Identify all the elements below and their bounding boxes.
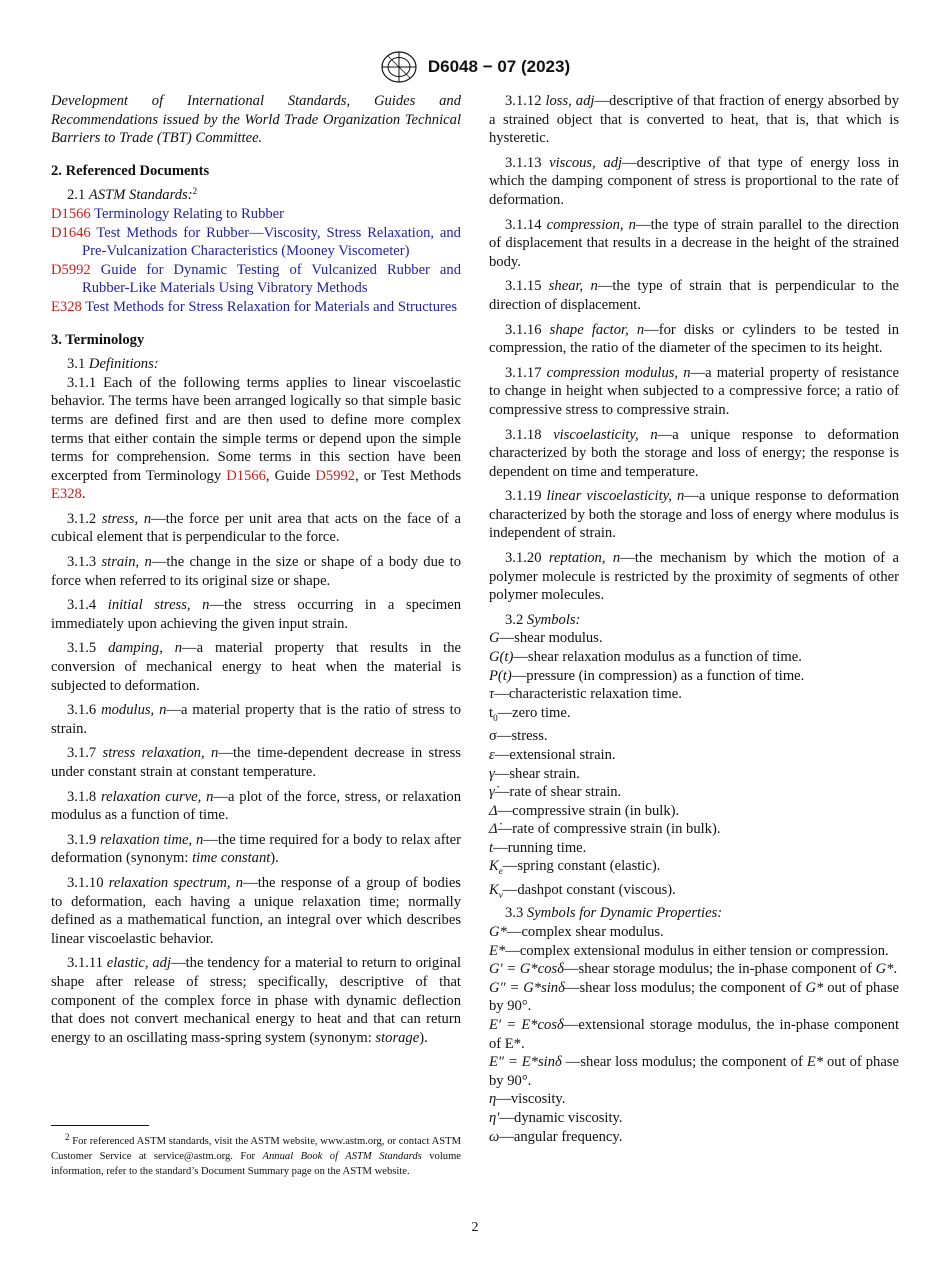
- symbol-item: Δ̇—rate of compressive strain (in bulk).: [489, 821, 721, 838]
- definition-3-1-1: 3.1.1 Each of the following terms applies to linear viscoelastic behavior. The terms have been arranged logically so that simple basic terms are defined first and are then used to define more complex terms that either contain the simple terms or depend upon the simple terms for comprehension. Some terms in this section have been excerpted from Terminology D1566, Guide D5992, or Test Methods E328.: [51, 374, 461, 503]
- document-designation: D6048 − 07 (2023): [427, 57, 571, 76]
- section-3-2: 3.2 Symbols:: [505, 611, 581, 628]
- symbol-item: G—shear modulus.: [489, 630, 603, 647]
- symbol-item: γ̇—rate of shear strain.: [489, 784, 622, 801]
- definition-item: 3.1.13 viscous, adj—descriptive of that type of energy loss in which the damping component of stress is proportional to the rate of deformation.: [489, 154, 899, 208]
- definition-item: 3.1.16 shape factor, n—for disks or cylinders to be tested in compression, the ratio of the diameter of the specimen to its height.: [489, 321, 899, 357]
- dynamic-symbols-list: [489, 923, 899, 1146]
- symbol-item: G′ = G*cosδ—shear storage modulus; the in-phase component of G*.: [489, 961, 898, 978]
- intro-paragraph: Development of International Standards, Guides and Recommendations issued by the World Trade Organization Technical Barriers to Trade (TBT) Committee.: [51, 93, 461, 147]
- reference-code-link[interactable]: E328: [51, 298, 82, 315]
- d5992-link[interactable]: D5992: [315, 467, 356, 484]
- definition-item: 3.1.5 damping, n—a material property that results in the conversion of mechanical energy to heat when the material is subjected to deformation.: [51, 640, 462, 694]
- reference-list: [51, 205, 461, 317]
- reference-item: [51, 224, 461, 261]
- astm-logo-icon: [380, 50, 418, 84]
- symbol-item: ε—extensional strain.: [489, 746, 616, 763]
- reference-item: [51, 205, 461, 224]
- left-column: [51, 92, 461, 1053]
- symbol-item: $t_0—zero$ time.: [489, 704, 571, 723]
- section-2-1: 2.1 ASTM Standards:$^2$: [67, 186, 198, 204]
- definition-item: 3.1.18 viscoelasticity, n—a unique response to deformation characterized by both the storage and loss of energy; the response is dependent on time and temperature.: [489, 426, 899, 480]
- definition-3-1-10: 3.1.10 relaxation spectrum, n—the response of a group of bodies to deformation, each having a unique relaxation time; normally defined as a mathematical function, an integral over which describes linear viscoelastic behavior.: [51, 874, 461, 947]
- symbol-item: γ—shear strain.: [489, 765, 580, 782]
- definition-item: 3.1.15 shear, n—the type of strain that is perpendicular to the direction of displacement.: [489, 278, 900, 313]
- definition-item: 3.1.7 stress relaxation, n—the time-dependent decrease in stress under constant strain at constant temperature.: [51, 745, 461, 780]
- symbol-item: $K_v—dashpot$ constant (viscous).: [489, 881, 676, 900]
- symbol-item: ω—angular frequency.: [489, 1128, 623, 1145]
- section-3-1: 3.1 Definitions:: [67, 356, 159, 373]
- footnote-divider: [51, 1125, 149, 1126]
- symbol-item: τ—characteristic relaxation time.: [489, 686, 682, 703]
- page-number: 2: [471, 1220, 479, 1235]
- section-2-heading: 2. Referenced Documents: [51, 162, 210, 179]
- section-3-3: 3.3 Symbols for Dynamic Properties:: [505, 905, 723, 922]
- footnote: $^2$ For referenced ASTM standards, visit the ASTM website, www.astm.org, or contact ASTM Customer Service at service@astm.org. For Annual Book of ASTM Standards volume information, refer to the standard’s Document Summary page on the ASTM website.: [51, 1132, 462, 1177]
- reference-title-link[interactable]: Guide for Dynamic Testing of Vulcanized Rubber and Rubber-Like Materials Using Vibratory Methods: [82, 261, 461, 297]
- symbol-item: G*—complex shear modulus.: [489, 924, 664, 941]
- reference-code-link[interactable]: D1566: [51, 205, 91, 222]
- reference-title-link[interactable]: Test Methods for Rubber—Viscosity, Stress Relaxation, and Pre-Vulcanization Characteristics (Mooney Viscometer): [82, 224, 461, 260]
- reference-code-link[interactable]: D5992: [51, 261, 91, 278]
- page-header: [0, 50, 950, 84]
- definition-item: 3.1.3 strain, n—the change in the size or shape of a body due to force when referred to its original size or shape.: [51, 554, 461, 589]
- symbol-item: E″ = E*sinδ —shear loss modulus; the component of E* out of phase by 90°.: [489, 1054, 899, 1089]
- definition-item: 3.1.19 linear viscoelasticity, n—a unique response to deformation characterized by both the storage and loss of energy where modulus is independent of strain.: [489, 488, 899, 542]
- definition-item: 3.1.4 initial stress, n—the stress occurring in a specimen immediately upon achieving the given input strain.: [51, 597, 461, 632]
- d1566-link[interactable]: D1566: [226, 467, 266, 484]
- reference-title-link[interactable]: Test Methods for Stress Relaxation for Materials and Structures: [85, 298, 458, 315]
- symbol-item: Δ—compressive strain (in bulk).: [489, 802, 680, 819]
- definition-item: 3.1.20 reptation, n—the mechanism by which the motion of a polymer molecule is restricted by the proximity of segments of other polymer molecules.: [489, 550, 900, 604]
- e328-link[interactable]: E328: [51, 486, 82, 503]
- reference-title-link[interactable]: Terminology Relating to Rubber: [94, 205, 285, 222]
- symbol-item: σ—stress.: [489, 728, 548, 745]
- symbol-item: E*—complex extensional modulus in either tension or compression.: [489, 942, 889, 959]
- symbol-item: $K_e—spring$ constant (elastic).: [489, 858, 661, 877]
- symbol-item: G(t)—shear relaxation modulus as a function of time.: [489, 649, 802, 666]
- symbol-item: E′ = E*cosδ—extensional storage modulus, the in-phase component of E*.: [489, 1017, 899, 1052]
- definition-item: 3.1.14 compression, n—the type of strain parallel to the direction of displacement that results in a decrease in the height of the strained body.: [489, 216, 899, 270]
- symbol-item: G″ = G*sinδ—shear loss modulus; the component of G* out of phase by 90°.: [489, 979, 899, 1015]
- symbol-item: η—viscosity.: [489, 1091, 566, 1108]
- symbol-item: η′—dynamic viscosity.: [489, 1110, 623, 1126]
- definition-item: 3.1.12 loss, adj—descriptive of that fraction of energy absorbed by a strained object that is converted to heat, that is, that which is hysteretic.: [489, 93, 900, 147]
- reference-item: [51, 261, 461, 298]
- definition-item: 3.1.2 stress, n—the force per unit area that acts on the face of a cubical element that is perpendicular to the force.: [51, 510, 462, 546]
- symbols-list: [489, 629, 899, 904]
- symbol-item: t—running time.: [489, 839, 587, 856]
- right-column: [489, 92, 899, 1146]
- reference-code-link[interactable]: D1646: [51, 224, 91, 241]
- definition-3-1-11: 3.1.11 elastic, adj—the tendency for a material to return to original shape after release of stress; specifically, descriptive of that component of the complex force in phase with dynamic deflection that does not convert mechanical energy to heat and that can return energy to an oscillating mass-spring system (synonym: storage).: [51, 955, 462, 1046]
- definition-3-1-9: 3.1.9 relaxation time, n—the time required for a body to relax after deformation (synonym: time constant).: [51, 831, 461, 867]
- reference-item: [51, 298, 461, 317]
- symbol-item: P(t)—pressure (in compression) as a function of time.: [489, 667, 805, 684]
- definition-item: 3.1.6 modulus, n—a material property that is the ratio of stress to strain.: [51, 702, 461, 737]
- definition-item: 3.1.8 relaxation curve, n—a plot of the force, stress, or relaxation modulus as a function of time.: [51, 788, 461, 824]
- definition-item: 3.1.17 compression modulus, n—a material property of resistance to change in height when subjected to a compressive force; a ratio of compressive stress to compressive strain.: [489, 364, 899, 418]
- section-3-heading: 3. Terminology: [51, 331, 145, 348]
